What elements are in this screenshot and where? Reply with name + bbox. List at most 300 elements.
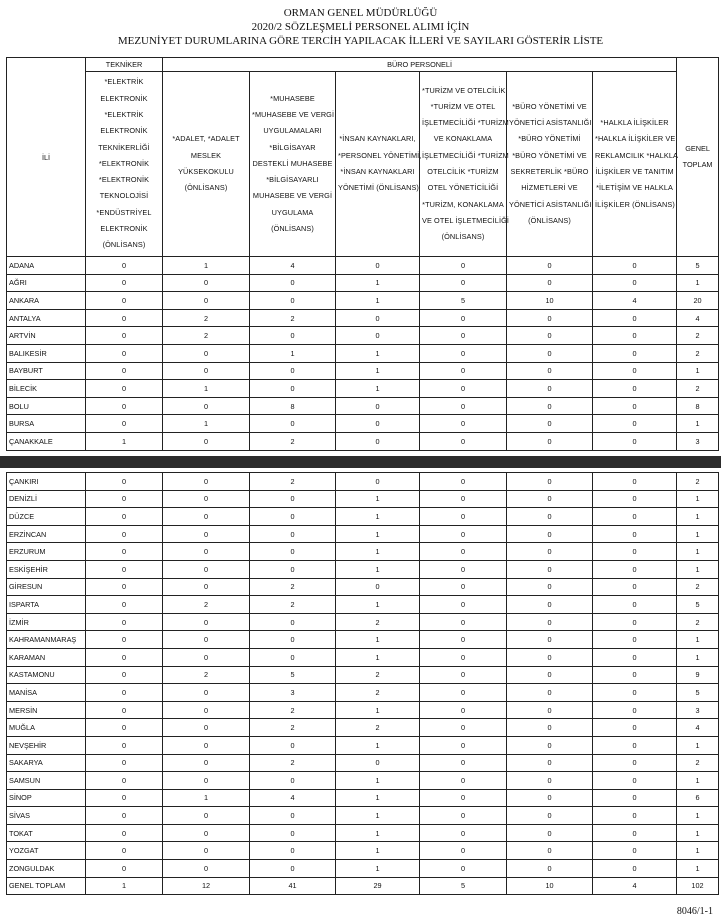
count-cell: 0 [420,578,507,596]
province-name: İZMİR [7,613,86,631]
table-row [7,292,719,310]
table-row [7,736,719,754]
header-category-line: VE OTEL İŞLETMECİLİĞİ [422,215,509,225]
count-cell: 0 [420,362,507,380]
count-cell: 2 [250,473,336,491]
count-cell: 0 [86,754,163,772]
table-row [7,362,719,380]
table-row [7,309,719,327]
row-total-cell: 5 [677,684,719,702]
header-category-line: *BÜRO YÖNETİMİ VE [512,101,587,111]
count-cell: 1 [336,344,420,362]
table-row [7,631,719,649]
count-cell: 0 [507,274,593,292]
header-category-line: *BİLGİSAYARLI [266,175,319,185]
count-cell: 0 [507,415,593,433]
count-cell: 0 [86,807,163,825]
count-cell: 0 [250,736,336,754]
header-category-line: MUHASEBE VE VERGİ [252,191,333,201]
count-cell: 1 [336,508,420,526]
count-cell: 0 [163,508,250,526]
header-category-line: İŞLETMECİLİĞİ *TURİZM [422,150,509,160]
count-cell: 2 [163,596,250,614]
count-cell: 0 [593,327,677,345]
count-cell: 0 [420,807,507,825]
count-cell: 1 [336,543,420,561]
table-row [7,772,719,790]
count-cell: 0 [593,525,677,543]
header-category-line: (ÖNLİSANS) [271,224,314,234]
province-name: SAMSUN [7,772,86,790]
table-row [7,860,719,878]
table-row [7,842,719,860]
province-name: KAHRAMANMARAŞ [7,631,86,649]
row-total-cell: 2 [677,613,719,631]
count-cell: 1 [336,736,420,754]
count-cell: 0 [420,560,507,578]
count-cell: 10 [507,292,593,310]
count-cell: 0 [593,380,677,398]
count-cell: 12 [163,877,250,895]
count-cell: 0 [163,274,250,292]
count-cell: 0 [507,789,593,807]
count-cell: 0 [593,490,677,508]
count-cell: 3 [250,684,336,702]
header-category-2 [163,72,250,257]
header-category-line: *TURİZM, KONAKLAMA [422,199,504,209]
count-cell: 0 [420,613,507,631]
table-row [7,257,719,275]
count-cell: 0 [593,631,677,649]
count-cell: 0 [593,560,677,578]
province-name: KARAMAN [7,648,86,666]
row-total-cell: 2 [677,327,719,345]
province-name: ANTALYA [7,309,86,327]
count-cell: 0 [593,684,677,702]
count-cell: 0 [507,824,593,842]
count-cell: 0 [336,754,420,772]
header-category-line: REKLAMCILIK *HALKLA [595,150,679,160]
count-cell: 0 [86,772,163,790]
province-name: TOKAT [7,824,86,842]
count-cell: 0 [163,772,250,790]
count-cell: 0 [86,397,163,415]
count-cell: 2 [336,613,420,631]
table-row [7,274,719,292]
count-cell: 0 [420,631,507,649]
count-cell: 0 [507,860,593,878]
count-cell: 0 [507,257,593,275]
header-category-line: TEKNOLOJİSİ [99,191,149,201]
row-total-cell: 1 [677,648,719,666]
count-cell: 0 [336,415,420,433]
table-row [7,754,719,772]
count-cell: 0 [507,842,593,860]
count-cell: 0 [507,309,593,327]
count-cell: 0 [507,613,593,631]
count-cell: 2 [250,754,336,772]
count-cell: 0 [420,397,507,415]
table-row [7,397,719,415]
document-code: 8046/1-1 [676,906,713,917]
count-cell: 0 [593,613,677,631]
count-cell: 0 [593,842,677,860]
province-name: MUĞLA [7,719,86,737]
row-total-cell: 2 [677,380,719,398]
table-row [7,719,719,737]
count-cell: 1 [336,772,420,790]
count-cell: 0 [420,736,507,754]
count-cell: 0 [507,560,593,578]
header-category-line: UYGULAMALARI [263,126,322,136]
count-cell: 0 [86,508,163,526]
header-category-7 [593,72,677,257]
count-cell: 0 [420,648,507,666]
count-cell: 1 [336,860,420,878]
count-cell: 0 [86,666,163,684]
count-cell: 0 [163,344,250,362]
count-cell: 1 [336,292,420,310]
count-cell: 0 [507,648,593,666]
province-name: BİLECİK [7,380,86,398]
count-cell: 0 [507,754,593,772]
count-cell: 0 [163,613,250,631]
province-table-page-1 [6,256,719,451]
count-cell: 0 [420,380,507,398]
count-cell: 2 [250,701,336,719]
province-name: KASTAMONU [7,666,86,684]
header-category-line: ELEKTRONİK [100,224,148,234]
count-cell: 2 [250,578,336,596]
count-cell: 0 [163,432,250,450]
count-cell: 0 [250,415,336,433]
count-cell: 0 [507,666,593,684]
table-row [7,684,719,702]
count-cell: 0 [250,613,336,631]
province-name: ARTVİN [7,327,86,345]
count-cell: 0 [593,666,677,684]
count-cell: 0 [420,508,507,526]
count-cell: 0 [250,772,336,790]
count-cell: 0 [163,860,250,878]
count-cell: 0 [163,824,250,842]
table-row [7,543,719,561]
count-cell: 0 [420,719,507,737]
header-group-row [7,58,719,72]
count-cell: 0 [163,397,250,415]
province-name: BURSA [7,415,86,433]
count-cell: 1 [336,490,420,508]
header-category-line: OTEL YÖNETİCİLİĞİ [427,183,499,193]
count-cell: 0 [507,578,593,596]
header-category-line: *ELEKTRONİK [98,158,150,168]
table-row [7,432,719,450]
row-total-cell: 8 [677,397,719,415]
count-cell: 0 [250,327,336,345]
province-name: ÇANKIRI [7,473,86,491]
table-row [7,648,719,666]
province-name: ADANA [7,257,86,275]
row-total-cell: 20 [677,292,719,310]
header-category-line: *MUHASEBE [270,93,315,103]
count-cell: 1 [336,525,420,543]
table-row [7,613,719,631]
header-category-3 [250,72,336,257]
count-cell: 0 [336,473,420,491]
header-category-line: *TURİZM VE OTEL [430,101,496,111]
count-cell: 0 [593,397,677,415]
row-total-cell: 2 [677,754,719,772]
count-cell: 0 [593,274,677,292]
count-cell: 1 [86,877,163,895]
count-cell: 0 [250,508,336,526]
table-row [7,525,719,543]
count-cell: 41 [250,877,336,895]
count-cell: 0 [86,631,163,649]
count-cell: 0 [86,789,163,807]
count-cell: 0 [86,344,163,362]
count-cell: 4 [593,292,677,310]
header-category-line: TEKNİKERLİĞİ [98,142,150,152]
row-total-cell: 1 [677,508,719,526]
province-name: MANİSA [7,684,86,702]
count-cell: 0 [593,578,677,596]
province-name: BOLU [7,397,86,415]
count-cell: 0 [86,719,163,737]
count-cell: 0 [507,719,593,737]
header-category-line: OTELCİLİK *TURİZM [427,167,499,176]
header-category-line: *ELEKTRİK [104,109,144,119]
row-total-cell: 1 [677,807,719,825]
header-category-4 [336,72,420,257]
count-cell: 1 [336,842,420,860]
count-cell: 0 [420,543,507,561]
province-name: BAYBURT [7,362,86,380]
count-cell: 0 [163,842,250,860]
count-cell: 2 [163,666,250,684]
genel-toplam-line: GENEL [685,144,710,153]
count-cell: 2 [336,719,420,737]
count-cell: 0 [163,648,250,666]
province-name: GİRESUN [7,578,86,596]
header-category-line: (ÖNLİSANS) [528,215,571,225]
province-name: BALIKESİR [7,344,86,362]
count-cell: 0 [420,824,507,842]
count-cell: 0 [507,490,593,508]
count-cell: 1 [336,560,420,578]
row-total-cell: 3 [677,701,719,719]
count-cell: 0 [163,525,250,543]
count-cell: 0 [507,327,593,345]
table-row [7,327,719,345]
count-cell: 1 [336,380,420,398]
header-category-line: (ÖNLİSANS) [102,240,146,250]
header-category-line: VE KONAKLAMA [433,134,493,144]
count-cell: 2 [336,684,420,702]
row-total-cell: 2 [677,473,719,491]
row-total-cell: 1 [677,415,719,433]
count-cell: 0 [86,292,163,310]
title-line-1: ORMAN GENEL MÜDÜRLÜĞÜ [283,7,438,19]
count-cell: 5 [250,666,336,684]
count-cell: 0 [420,274,507,292]
table-row [7,701,719,719]
row-total-cell: 2 [677,344,719,362]
row-total-cell: 1 [677,543,719,561]
count-cell: 0 [336,432,420,450]
count-cell: 0 [420,309,507,327]
header-category-line: YÖNETİCİ ASİSTANLIĞI [509,118,592,128]
header-category-line: İLİŞKİLER (ÖNLİSANS) [595,199,675,209]
row-total-cell: 1 [677,362,719,380]
count-cell: 0 [593,736,677,754]
count-cell: 0 [593,432,677,450]
count-cell: 0 [86,842,163,860]
grand-total-row [7,877,719,895]
row-total-cell: 102 [677,877,719,895]
title-line-3: MEZUNİYET DURUMLARINA GÖRE TERCİH YAPILACAK İLLERİ VE SAYILARI GÖSTERİR LİSTE [117,35,604,47]
count-cell: 1 [163,415,250,433]
count-cell: 0 [420,344,507,362]
count-cell: 0 [163,543,250,561]
count-cell: 0 [86,824,163,842]
count-cell: 10 [507,877,593,895]
count-cell: 0 [163,719,250,737]
count-cell: 0 [86,684,163,702]
table-row [7,508,719,526]
count-cell: 2 [336,666,420,684]
count-cell: 4 [250,789,336,807]
table-row [7,666,719,684]
province-name: YOZGAT [7,842,86,860]
count-cell: 0 [593,596,677,614]
count-cell: 0 [507,362,593,380]
province-name: SİVAS [7,807,86,825]
count-cell: 0 [86,490,163,508]
header-category-line: HİZMETLERİ VE [521,183,578,193]
count-cell: 5 [420,292,507,310]
count-cell: 0 [593,543,677,561]
count-cell: 0 [250,292,336,310]
province-name: SİNOP [7,789,86,807]
header-category-line: UYGULAMA [271,207,314,217]
count-cell: 5 [420,877,507,895]
row-total-cell: 2 [677,578,719,596]
province-name: ÇANAKKALE [7,432,86,450]
count-cell: 0 [86,578,163,596]
count-cell: 0 [420,596,507,614]
row-total-cell: 1 [677,274,719,292]
header-category-line: *HALKLA İLİŞKİLER [600,118,669,128]
count-cell: 2 [163,309,250,327]
row-total-cell: 9 [677,666,719,684]
count-cell: 1 [336,274,420,292]
header-category-line: MESLEK [190,150,222,160]
count-cell: 2 [250,309,336,327]
row-total-cell: 1 [677,860,719,878]
count-cell: 0 [250,362,336,380]
row-total-cell: 1 [677,490,719,508]
count-cell: 0 [250,824,336,842]
count-cell: 0 [593,719,677,737]
count-cell: 0 [250,525,336,543]
table-row [7,807,719,825]
count-cell: 0 [163,754,250,772]
header-category-6 [507,72,593,257]
count-cell: 0 [86,362,163,380]
row-total-cell: 5 [677,596,719,614]
header-category-line: (ÖNLİSANS) [184,183,228,193]
header-category-5 [420,72,507,257]
count-cell: 0 [507,432,593,450]
count-cell: 0 [507,631,593,649]
table-row [7,824,719,842]
header-category-line: *İNSAN KAYNAKLARI [340,167,415,176]
count-cell: 0 [86,309,163,327]
header-category-line: *TURİZM VE OTELCİLİK [422,85,506,95]
header-group-buro: BÜRO PERSONELİ [163,58,677,72]
province-name: AĞRI [7,274,86,292]
table-row [7,490,719,508]
count-cell: 4 [593,877,677,895]
count-cell: 0 [250,807,336,825]
count-cell: 0 [420,257,507,275]
count-cell: 0 [86,596,163,614]
count-cell: 0 [507,473,593,491]
header-category-line: *İNSAN KAYNAKLARI, [339,134,416,144]
count-cell: 0 [420,473,507,491]
header-category-line: *BÜRO YÖNETİMİ [518,134,581,144]
table-row [7,415,719,433]
header-category-line: İLİŞKİLER VE TANITIM [595,167,674,176]
count-cell: 0 [250,543,336,561]
row-total-cell: 1 [677,525,719,543]
count-cell: 0 [336,257,420,275]
count-cell: 0 [507,543,593,561]
count-cell: 1 [336,596,420,614]
header-category-line: *BÜRO YÖNETİMİ VE [512,150,587,160]
count-cell: 0 [420,684,507,702]
count-cell: 0 [163,701,250,719]
header-category-row [7,72,719,257]
header-category-line: *ELEKTRONİK [98,175,150,185]
header-il: İLİ [7,58,86,257]
header-category-line: YÖNETİMİ (ÖNLİSANS) [338,183,419,193]
count-cell: 0 [507,701,593,719]
table-row [7,380,719,398]
count-cell: 0 [250,274,336,292]
province-name: DENİZLİ [7,490,86,508]
count-cell: 0 [86,613,163,631]
province-name: ANKARA [7,292,86,310]
count-cell: 0 [250,380,336,398]
count-cell: 1 [250,344,336,362]
row-total-cell: 4 [677,309,719,327]
count-cell: 0 [420,842,507,860]
row-total-cell: 4 [677,719,719,737]
header-table [6,57,719,257]
count-cell: 0 [86,736,163,754]
count-cell: 0 [250,860,336,878]
count-cell: 0 [593,473,677,491]
count-cell: 8 [250,397,336,415]
count-cell: 1 [163,789,250,807]
row-total-cell: 1 [677,736,719,754]
table-row [7,473,719,491]
header-category-line: *ELEKTRİK [104,77,144,87]
count-cell: 1 [163,380,250,398]
count-cell: 0 [86,473,163,491]
